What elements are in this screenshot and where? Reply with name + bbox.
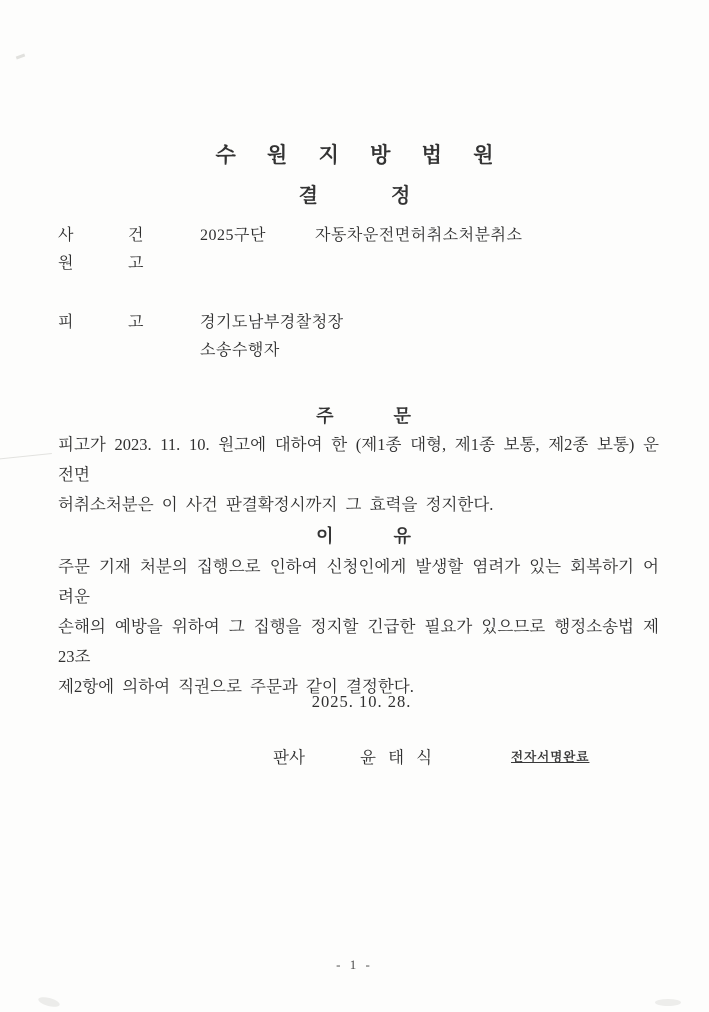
judge-name: 윤 태 식: [360, 748, 437, 767]
defendant-label: 고: [128, 314, 144, 331]
document-type-heading: [0, 179, 709, 208]
order-text-line: 허취소처분은 이 사건 판결확정시까지 그 효력을 정지한다.: [58, 495, 494, 514]
case-label: 건: [128, 227, 144, 244]
judge-signature-row: [0, 744, 709, 768]
scan-artifact-smudge: [37, 995, 60, 1008]
decision-date: 2025. 10. 28.: [311, 692, 412, 711]
scan-artifact-smudge: [655, 999, 681, 1006]
order-heading-char: 문: [393, 406, 411, 426]
order-section-heading: [0, 402, 709, 428]
reason-heading-char: 이: [316, 526, 334, 546]
doc-type-char: 정: [391, 185, 411, 207]
order-text-line: 피고가 2023. 11. 10. 원고에 대하여 한 (제1종 대형, 제1종 보통, 제2종 보통) 운전면: [58, 435, 659, 484]
order-heading-char: 주: [316, 406, 334, 426]
reason-text-line: 주문 기재 처분의 집행으로 인하여 신청인에게 발생할 염려가 있는 회복하기 어려운: [58, 557, 659, 606]
plaintiff-label: 고: [128, 255, 144, 272]
plaintiff-row: [58, 253, 668, 275]
case-label: 사: [58, 227, 74, 244]
litigation-agent-row: [58, 340, 668, 362]
reason-heading-char: 유: [393, 526, 411, 546]
scan-artifact-line: [0, 453, 52, 460]
scan-artifact-speck: [16, 54, 25, 60]
plaintiff-label: 원: [58, 255, 74, 272]
case-name: 자동차운전면허취소처분취소: [315, 227, 523, 244]
reason-text-line: 손해의 예방을 위하여 그 집행을 정지할 긴급한 필요가 있으므로 행정소송법 제23조: [58, 617, 659, 666]
reason-paragraph: [58, 552, 659, 702]
court-name-title: 수 원 지 방 법 원: [215, 143, 507, 167]
defendant-row: [58, 312, 668, 334]
doc-type-char: 결: [298, 185, 318, 207]
defendant-name: 경기도남부경찰청장: [200, 314, 344, 331]
defendant-label: 피: [58, 314, 74, 331]
order-paragraph: [58, 430, 659, 520]
electronic-signature-stamp: 전자서명완료: [511, 750, 590, 764]
litigation-agent-label: 소송수행자: [200, 342, 280, 359]
case-row: [58, 225, 668, 247]
page-number: - 1 -: [336, 957, 373, 972]
reason-text-line: 제2항에 의하여 직권으로 주문과 같이 결정한다.: [58, 677, 414, 696]
judge-title-label: 판사: [273, 748, 305, 767]
case-number: 2025구단: [200, 227, 266, 244]
reason-section-heading: [0, 522, 709, 548]
